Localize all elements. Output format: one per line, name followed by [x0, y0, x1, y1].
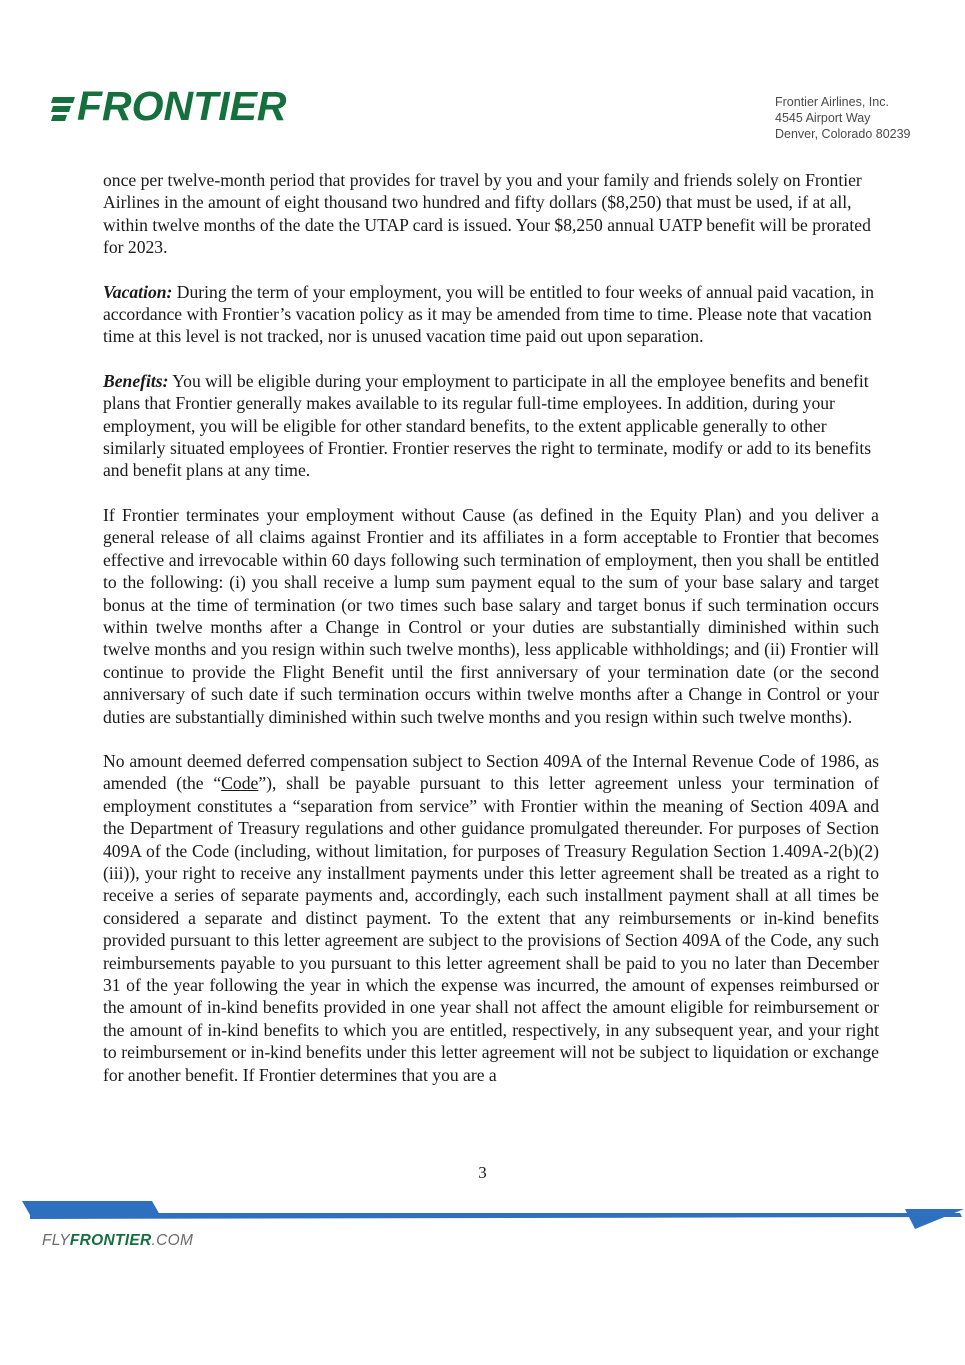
address-line-city: Denver, Colorado 80239 [775, 127, 911, 141]
paragraph-termination: If Frontier terminates your employment without Cause (as defined in the Equity Plan) and you deliver a general release of all claims against Frontier and its affiliates in a form acceptable to Frontier that becomes effective and irrevocable within 60 days following such termination of employment, then you shall be entitled to the following: (i) you shall receive a lump sum payment equal to the sum of your base salary and target bonus at the time of termination (or two times such base salary and target bonus if such termination occurs within twelve months after a Change in Control or your duties are substantially diminished within such twelve months and you resign within such twelve months), less applicable withholdings; and (ii) Frontier will continue to provide the Flight Benefit until the first anniversary of your termination date (or the second anniversary of such date if such termination occurs within twelve months after a Change in Control or your duties are substantially diminished within such twelve months and you resign within such twelve months). [103, 504, 879, 727]
benefits-text: You will be eligible during your employment to participate in all the employee benefits and benefit plans that Frontier generally makes available to its regular full-time employees. In addition, during your employment, you will be eligible for other standard benefits, to the extent applicable generally to other similarly situated employees of Frontier. Frontier reserves the right to terminate, modify or add to its benefits and benefit plans at any time. [103, 370, 872, 481]
benefits-label: Benefits: [103, 370, 169, 391]
section-409a-text-b: ”), shall be payable pursuant to this letter agreement unless your termination of employment constitutes a “separation from service” with Frontier within the meaning of Section 409A and the Department of Treasury regulations and other guidance promulgated thereunder. For purposes of Section 409A of the Code (including, without limitation, for purposes of Treasury Regulation Section 1.409A-2(b)(2)(iii)), your right to receive any installment payments under this letter agreement shall be treated as a right to receive a series of separate payments and, accordingly, each such installment payment shall at all times be considered a separate and distinct payment. To the extent that any reimbursements or in-kind benefits provided pursuant to this letter agreement are subject to the provisions of Section 409A of the Code, any such reimbursements payable to you pursuant to this letter agreement shall be paid to you no later than December 31 of the year following the year in which the expense was incurred, the amount of expenses reimbursed or the amount of in-kind benefits provided in one year shall not affect the amount eligible for reimbursement or the amount of in-kind benefits to which you are entitled, respectively, in any subsequent year, and your right to reimbursement or in-kind benefits under this letter agreement will not be subject to liquidation or exchange for another benefit. If Frontier determines that you are a [103, 773, 879, 1085]
footer-swoosh-left [22, 1201, 160, 1215]
page-number: 3 [478, 1163, 487, 1182]
paragraph-uatp-benefit: once per twelve-month period that provides for travel by you and your family and friends solely on Frontier Airlines in the amount of eight thousand two hundred and fifty dollars ($8,250) that must be used, if at all, within twelve months of the date the UTAP card is issued. Your $8,250 annual UATP benefit will be prorated for 2023. [103, 170, 871, 258]
paragraph-vacation [103, 281, 879, 348]
footer-swoosh [0, 1197, 965, 1237]
website-link-prefix: FLY [42, 1232, 70, 1249]
logo-stripes-icon [52, 97, 74, 121]
footer-swoosh-line [30, 1213, 962, 1219]
paragraph-section-409a [103, 750, 879, 1086]
company-address [775, 94, 911, 142]
website-link-suffix: .COM [151, 1232, 194, 1249]
vacation-text: During the term of your employment, you will be entitled to four weeks of annual paid vacation, in accordance with Frontier’s vacation policy as it may be amended from time to time. Please note that vacation time at this level is not tracked, nor is unused vacation time paid out upon separation. [103, 281, 875, 347]
paragraph-benefits [103, 370, 879, 482]
address-line-street: 4545 Airport Way [775, 111, 871, 125]
section-409a-text-a: No amount deemed deferred compensation subject to Section 409A of the Internal Revenue Code of 1986, as amended (the “ [103, 750, 879, 794]
letter-body [103, 169, 879, 1108]
logo-text: FRONTIER [77, 83, 287, 129]
website-link[interactable] [42, 1232, 193, 1250]
code-defined-term: Code [221, 773, 259, 794]
frontier-logo [52, 83, 287, 129]
address-line-company: Frontier Airlines, Inc. [775, 95, 889, 109]
website-link-brand: FRONTIER [69, 1232, 152, 1249]
footer-swoosh-arrow [905, 1209, 964, 1229]
vacation-label: Vacation: [103, 281, 173, 302]
